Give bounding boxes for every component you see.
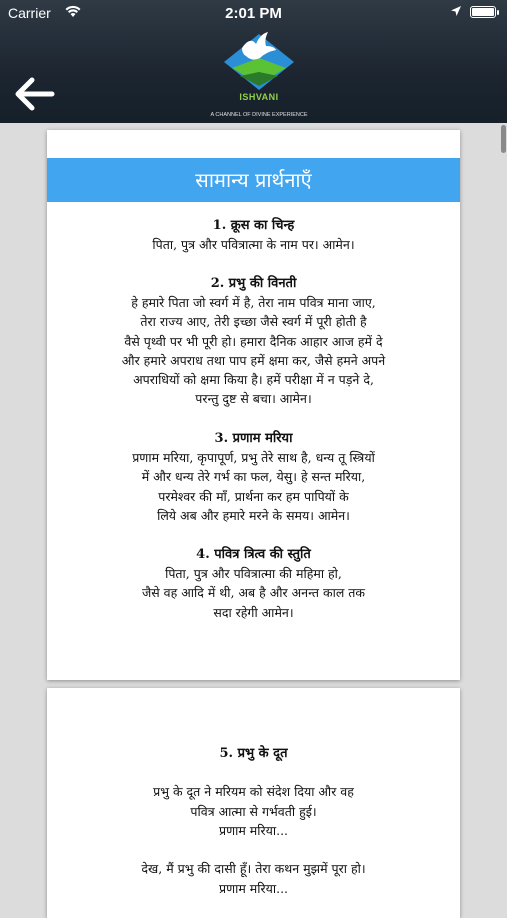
prayer-line: परन्तु दुष्ट से बचा। आमेन। <box>195 391 312 407</box>
prayer-section <box>47 274 460 409</box>
prayer-section <box>47 545 460 622</box>
prayer-line: वैसे पृथ्वी पर भी पूरी हो। हमारा दैनिक आहार आज हमें दे <box>124 333 383 349</box>
prayer-line <box>47 763 460 782</box>
dove-logo-icon <box>212 28 306 94</box>
prayer-line: पवित्र आत्मा से गर्भवती हुई। <box>190 803 317 819</box>
ishvani-logo <box>212 28 306 122</box>
prayer-line <box>47 840 460 859</box>
prayer-line: सदा रहेगी आमेन। <box>213 604 294 620</box>
prayer-line: प्रणाम मरिया, कृपापूर्ण, प्रभु तेरे साथ है, धन्य तू स्त्रियों <box>132 450 375 465</box>
prayers-card <box>47 688 460 918</box>
prayer-heading: 3. प्रणाम मरिया <box>214 431 293 446</box>
prayer-line: और हमारे अपराध तथा पाप हमें क्षमा कर, जैसे हमने अपने <box>121 352 386 368</box>
arrow-left-icon <box>12 74 58 114</box>
prayer-line: में और धन्य तेरे गर्भ का फल, येसु। हे सन्त मरिया, <box>141 469 366 485</box>
prayer-line: प्रभु के दूत ने मरियम को संदेश दिया और वह <box>153 784 354 800</box>
prayer-line: हे हमारे पिता जो स्वर्ग में है, तेरा नाम पवित्र माना जाए, <box>131 295 376 310</box>
prayer-line: प्रणाम मरिया... <box>218 880 289 896</box>
prayer-line: अपराधियों को क्षमा किया है। हमें परीक्षा में न पड़ने दे, <box>133 372 374 388</box>
scrollbar[interactable] <box>501 125 506 153</box>
clock: 2:01 PM <box>225 5 282 22</box>
prayer-line: तेरा राज्य आए, तेरी इच्छा जैसे स्वर्ग में पूरी होती है <box>140 314 367 330</box>
prayer-section <box>47 429 460 525</box>
prayers-card <box>47 130 460 680</box>
prayer-heading: 4. पवित्र त्रित्व की स्तुति <box>196 547 311 562</box>
app-header <box>0 0 507 123</box>
prayer-line: लिये अब और हमारे मरने के समय। आमेन। <box>157 507 350 523</box>
prayer-line: जैसे वह आदि में थी, अब है और अनन्त काल तक <box>141 585 366 601</box>
prayer-heading: 5. प्रभु के दूत <box>219 746 288 761</box>
prayer-line: देख, मैं प्रभु की दासी हूँ। तेरा कथन मुझमें पूरा हो। <box>141 861 366 877</box>
prayer-heading: 2. प्रभु की विनती <box>210 276 297 291</box>
prayer-line: पिता, पुत्र और पवित्रात्मा के नाम पर। आमेन। <box>152 237 355 252</box>
prayer-section <box>47 216 460 254</box>
status-bar <box>0 0 507 26</box>
location-arrow-icon <box>450 5 462 17</box>
logo-tagline: A CHANNEL OF DIVINE EXPERIENCE <box>210 112 308 118</box>
back-button[interactable] <box>12 74 58 114</box>
prayer-line: प्रणाम मरिया... <box>218 822 289 838</box>
prayer-line: पिता, पुत्र और पवित्रात्मा की महिमा हो, <box>165 566 342 581</box>
prayer-line: परमेश्वर की माँ, प्रार्थना कर हम पापियों के <box>158 488 349 504</box>
prayer-heading: 1. क्रूस का चिन्ह <box>212 218 295 233</box>
page-title: सामान्य प्रार्थनाएँ <box>47 158 460 202</box>
prayer-section <box>47 744 460 898</box>
battery-icon <box>470 6 496 18</box>
logo-name: ISHVANI <box>239 92 279 102</box>
carrier-label: Carrier <box>8 5 51 21</box>
